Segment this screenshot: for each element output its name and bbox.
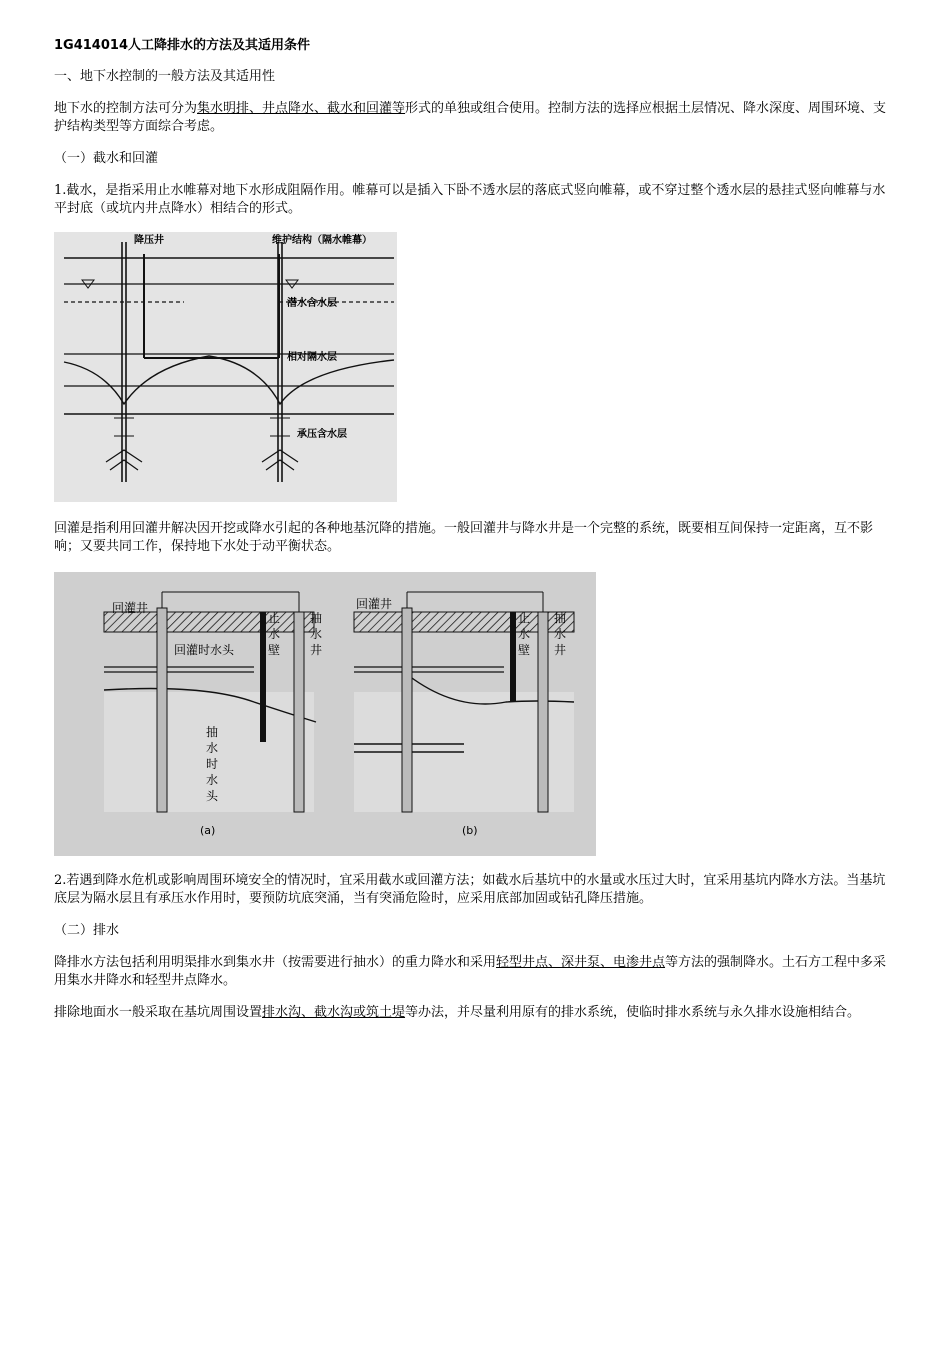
label-pump-b-2: 水: [554, 627, 567, 641]
document-page: [54, 36, 896, 1022]
label-confined-aquifer: 承压含水层: [297, 429, 347, 440]
label-phreatic-aquifer: 潜水含水层: [287, 298, 337, 309]
label-pump-b-3: 井: [554, 643, 567, 657]
label-relief-well: 降压井: [134, 235, 164, 246]
recharge-well-diagram: [54, 572, 596, 856]
label-recharge-head: 回灌时水头: [174, 643, 235, 657]
subsection-heading-drainage: （二）排水: [54, 923, 120, 938]
label-wall-b-1: 止: [518, 611, 531, 625]
underlined-forced-methods: 轻型井点、深井泵、电渗井点: [496, 955, 666, 970]
label-pump-a-3: 井: [310, 643, 323, 657]
underlined-methods: 集水明排、井点降水、截水和回灌等: [197, 101, 406, 116]
label-wall-a-3: 壁: [268, 643, 281, 657]
document-title: 1G414014人工降排水的方法及其适用条件: [54, 38, 310, 53]
label-figure-a: (a): [200, 824, 216, 837]
text-span: 形式的单独或组合使用。控制方法的选择应根据土层情况、降水深度、周围环境、支护结构类型等方面综合考虑。: [54, 101, 887, 134]
label-figure-b: (b): [462, 824, 478, 837]
label-wall-b-3: 壁: [518, 643, 531, 657]
paragraph-surface-water: [54, 1004, 896, 1022]
text-span: 降排水方法包括利用明渠排水到集水井（按需要进行抽水）的重力降水和采用: [54, 955, 497, 970]
label-retaining-structure: 维护结构（隔水帷幕）: [272, 235, 372, 246]
label-pump-head-2: 水: [206, 741, 219, 755]
underlined-ditches: 排水沟、截水沟或筑土堤: [262, 1005, 406, 1020]
paragraph-drainage-methods: [54, 954, 896, 990]
text-span: 等方法的强制降水。土石方工程中多采用集水井降水和轻型井点降水。: [54, 955, 887, 988]
section-heading-1: 一、地下水控制的一般方法及其适用性: [54, 69, 276, 84]
paragraph-recharge: 回灌是指利用回灌井解决因开挖或降水引起的各种地基沉降的措施。一般回灌井与降水井是一个完整的系统，既要相互间保持一定距离，互不影响；又要共同工作，保持地下水处于动平衡状态。: [54, 521, 874, 554]
label-recharge-well-a: 回灌井: [112, 601, 149, 615]
label-pump-head-5: 头: [206, 789, 219, 803]
paragraph-control-methods: [54, 100, 896, 136]
text-span: 等办法，并尽量利用原有的排水系统，使临时排水系统与永久排水设施相结合。: [405, 1005, 861, 1020]
label-wall-b-2: 水: [518, 627, 531, 641]
label-aquitard: 相对隔水层: [287, 352, 337, 363]
label-pump-a-2: 水: [310, 627, 323, 641]
label-pump-b-1: 抽: [554, 611, 567, 625]
cutoff-curtain-diagram: [54, 232, 397, 502]
label-pump-head-4: 水: [206, 773, 219, 787]
paragraph-hazard-measures: 2.若遇到降水危机或影响周围环境安全的情况时，宜采用截水或回灌方法；如截水后基坑中的水量或水压过大时，宜采用基坑内降水方法。当基坑底层为隔水层且有承压水作用时，要预防坑底突涌，当有突涌危险时，应采用底部加固或钻孔降压措施。: [54, 873, 886, 906]
text-span: 地下水的控制方法可分为: [54, 101, 198, 116]
paragraph-cutoff: 1.截水，是指采用止水帷幕对地下水形成阻隔作用。帷幕可以是插入下卧不透水层的落底式竖向帷幕，或不穿过整个透水层的悬挂式竖向帷幕与水平封底（或坑内井点降水）相结合的形式。: [54, 183, 886, 216]
text-span: 排除地面水一般采取在基坑周围设置: [54, 1005, 263, 1020]
label-wall-a-1: 止: [268, 611, 281, 625]
label-recharge-well-b: 回灌井: [356, 597, 393, 611]
label-pump-head-1: 抽: [206, 725, 219, 739]
label-pump-a-1: 抽: [310, 611, 323, 625]
subsection-heading-cutoff-recharge: （一）截水和回灌: [54, 151, 159, 166]
label-wall-a-2: 水: [268, 627, 281, 641]
label-pump-head-3: 时: [206, 757, 219, 771]
